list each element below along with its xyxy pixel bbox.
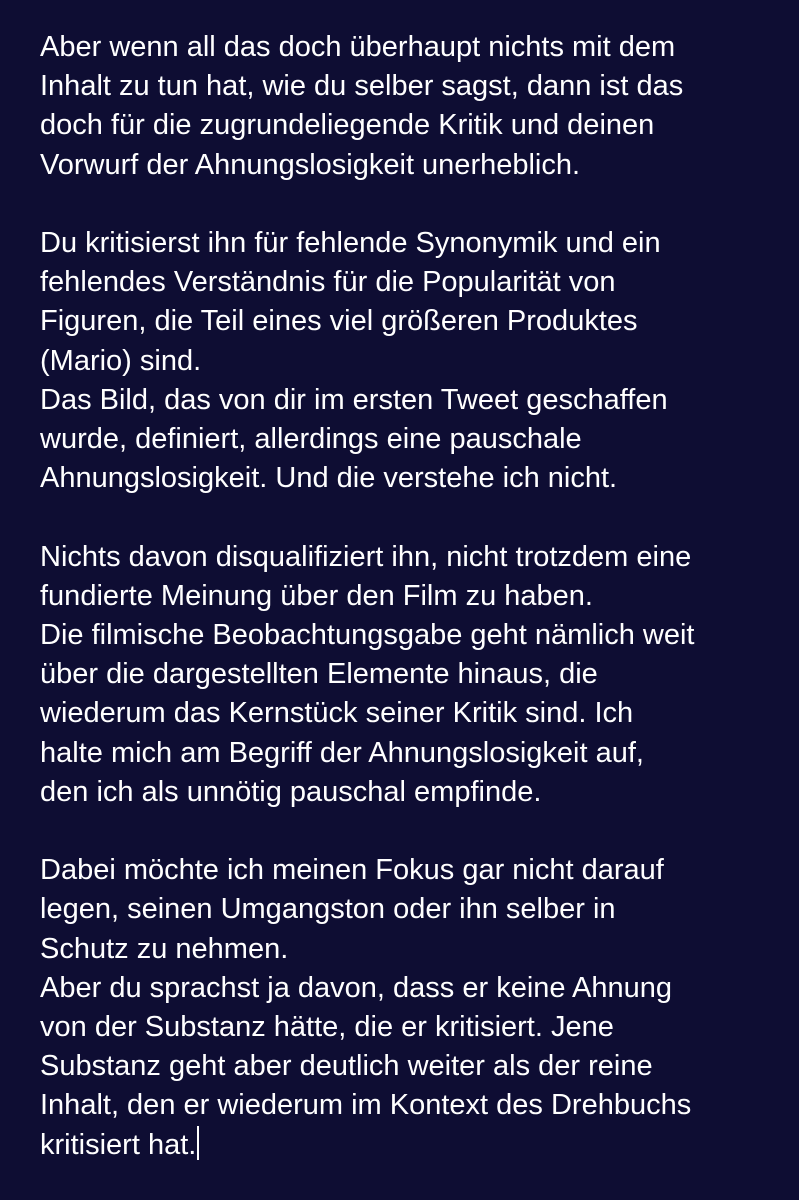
text-line: Aber wenn all das doch überhaupt nichts mit dem xyxy=(40,31,676,63)
text-line: doch für die zugrundeliegende Kritik und deinen xyxy=(40,109,655,142)
text-line: Nichts davon disqualifiziert ihn, nicht trotzdem eine xyxy=(40,540,692,573)
text-line: Inhalt zu tun hat, wie du selber sagst, dann ist das xyxy=(40,70,684,103)
text-line: kritisiert hat. xyxy=(40,1128,197,1161)
text-line: Aber du sprachst ja davon, dass er keine Ahnung xyxy=(40,971,672,1004)
note-text-area[interactable] xyxy=(40,28,785,1165)
text-line: wurde, definiert, allerdings eine pauschale xyxy=(40,423,582,456)
text-line: Du kritisierst ihn für fehlende Synonymik und ein xyxy=(40,227,661,259)
text-line: über die dargestellten Elemente hinaus, die xyxy=(40,658,598,691)
text-line: Substanz geht aber deutlich weiter als der reine xyxy=(40,1050,653,1083)
text-cursor xyxy=(197,1126,199,1160)
text-line: Das Bild, das von dir im ersten Tweet geschaffen xyxy=(40,383,668,416)
text-line: legen, seinen Umgangston oder ihn selber in xyxy=(40,893,616,926)
text-line: fehlendes Verständnis für die Popularität von xyxy=(40,266,616,299)
text-line: fundierte Meinung über den Film zu haben. xyxy=(40,579,593,612)
text-line: Dabei möchte ich meinen Fokus gar nicht darauf xyxy=(40,854,664,887)
text-line: Vorwurf der Ahnungslosigkeit unerheblich. xyxy=(40,148,581,181)
text-line: halte mich am Begriff der Ahnungslosigkeit auf, xyxy=(40,736,644,769)
text-line: Ahnungslosigkeit. Und die verstehe ich nicht. xyxy=(40,462,618,495)
text-line: den ich als unnötig pauschal empfinde. xyxy=(40,775,542,808)
text-line: Die filmische Beobachtungsgabe geht nämlich weit xyxy=(40,619,695,652)
text-line: von der Substanz hätte, die er kritisiert. Jene xyxy=(40,1011,614,1044)
paragraph xyxy=(40,28,785,185)
text-line: Inhalt, den er wiederum im Kontext des Drehbuchs xyxy=(40,1089,692,1122)
text-line: Schutz zu nehmen. xyxy=(40,932,289,965)
paragraph xyxy=(40,538,785,812)
paragraph xyxy=(40,851,785,1165)
text-line: (Mario) sind. xyxy=(40,344,202,377)
text-line: Figuren, die Teil eines viel größeren Produktes xyxy=(40,305,638,338)
text-line-last xyxy=(40,1126,785,1165)
paragraph xyxy=(40,224,785,498)
text-line: wiederum das Kernstück seiner Kritik sind. Ich xyxy=(40,697,634,730)
